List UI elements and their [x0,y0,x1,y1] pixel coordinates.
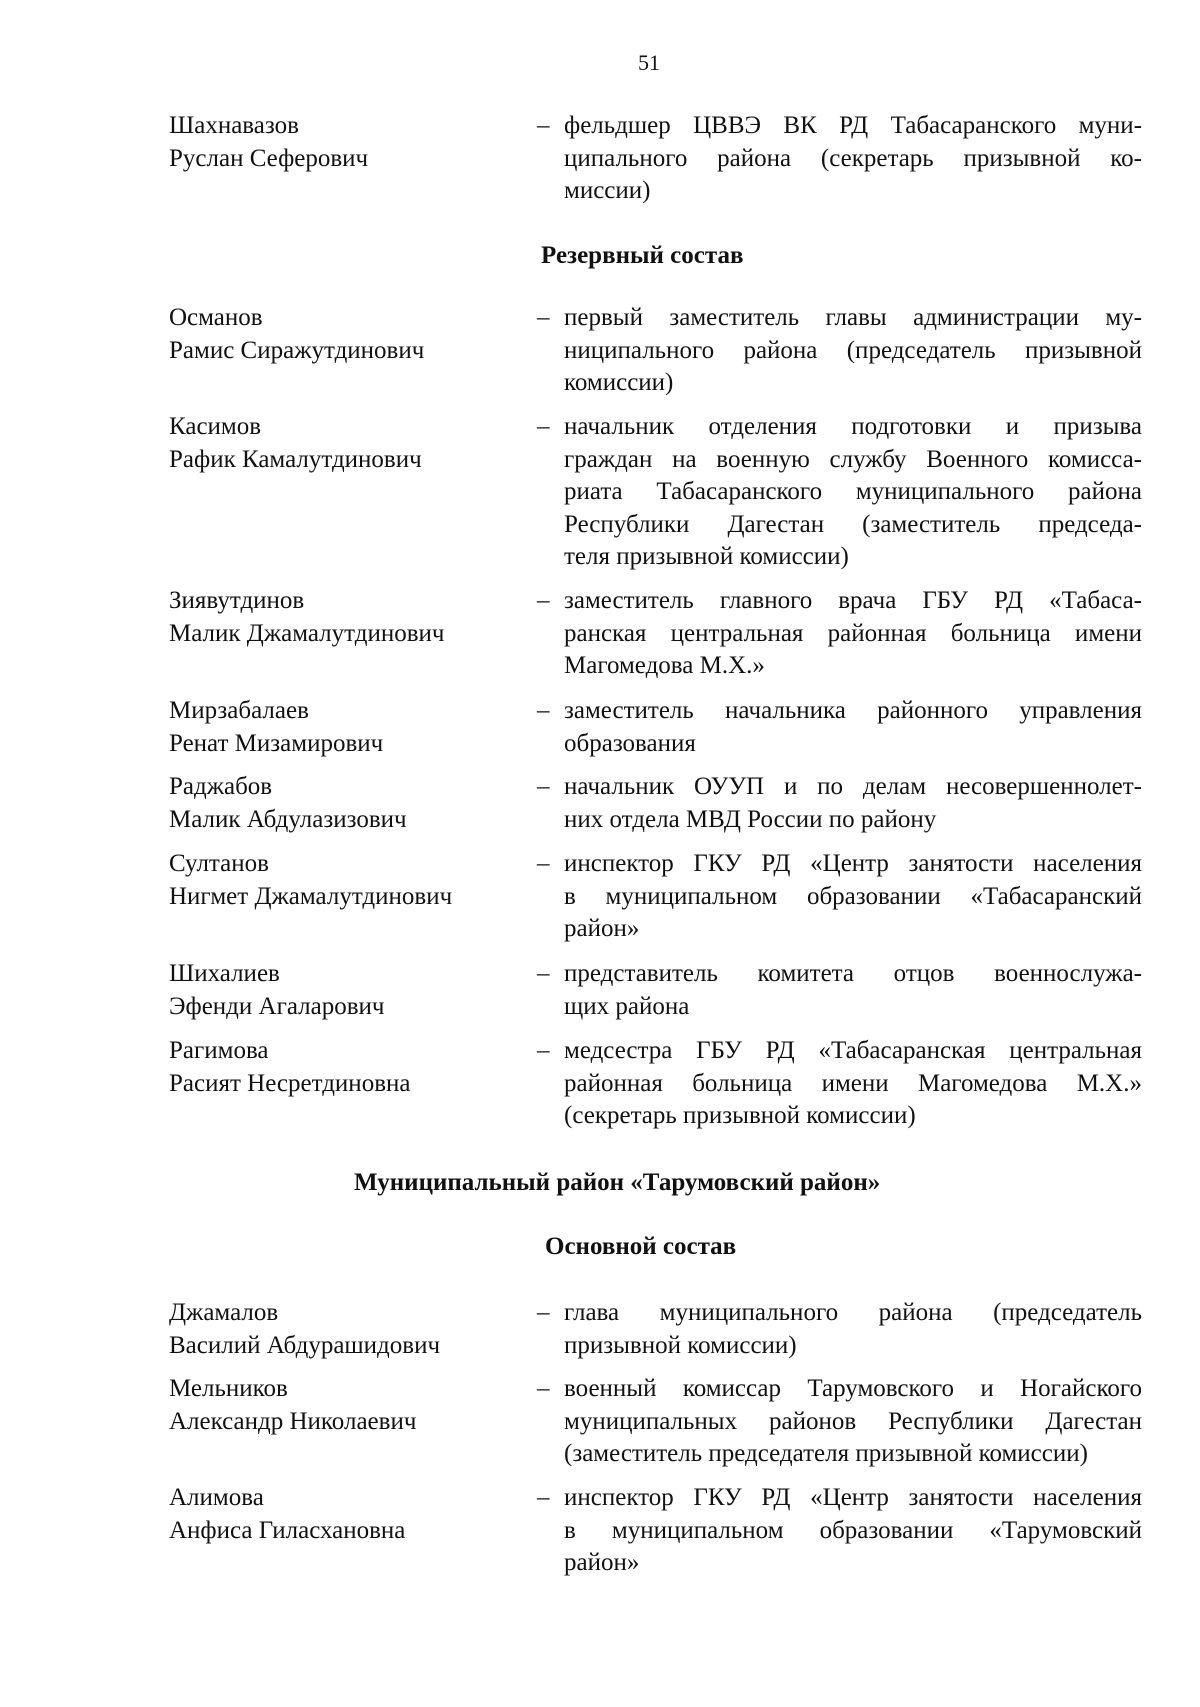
position-line: фельдшер ЦВВЭ ВК РД Табасаранского муни- [564,112,1142,139]
position-line: миссии) [564,177,651,204]
position-line: заместитель начальника районного управления [564,697,1142,724]
position-line: начальник ОУУП и по делам несовершеннолет- [564,773,1142,800]
member-given-name: Александр Николаевич [169,1407,417,1435]
section-heading-reserve: Резервный состав [541,242,744,269]
member-position [564,1482,1142,1580]
member-given-name: Нигмет Джамалутдинович [169,882,453,910]
page-number: 51 [638,50,660,75]
member-given-name: Рамис Сиражутдинович [169,336,425,364]
member-surname: Зиявутдинов [169,587,305,614]
position-line: теля призывной комиссии) [564,543,849,570]
dash: – [537,773,550,800]
position-line: ранская центральная районная больница имени [564,619,1142,647]
position-line: образования [564,729,696,757]
dash: – [537,960,550,987]
member-surname: Султанов [169,850,269,877]
member-given-name: Расият Несретдиновна [169,1069,411,1097]
position-line: начальник отделения подготовки и призыва [564,413,1142,440]
member-given-name: Малик Джамалутдинович [169,619,445,647]
position-line: медсестра ГБУ РД «Табасаранская центральная [564,1037,1142,1064]
position-line: инспектор ГКУ РД «Центр занятости населения [564,850,1142,877]
member-surname: Мельников [169,1375,288,1402]
position-line: Магомедова М.Х.» [564,652,765,679]
dash: – [537,112,550,139]
member-position [564,585,1142,683]
member-position [564,110,1142,208]
member-surname: Касимов [169,413,262,440]
position-line: граждан на военную службу Военного комисса- [564,445,1142,473]
dash: – [537,587,550,614]
member-position [564,302,1142,400]
dash: – [537,413,550,440]
member-surname: Алимова [169,1484,264,1511]
member-given-name: Малик Абдулазизович [169,805,407,833]
position-line: комиссии) [564,369,674,396]
member-given-name: Анфиса Гиласхановна [169,1516,406,1544]
position-line: инспектор ГКУ РД «Центр занятости населения [564,1484,1142,1511]
position-line: (секретарь призывной комиссии) [564,1102,916,1129]
member-given-name: Ренат Мизамирович [169,729,384,757]
member-given-name: Рафик Камалутдинович [169,445,422,473]
position-line: военный комиссар Тарумовского и Ногайского [564,1375,1142,1402]
member-surname: Джамалов [169,1299,279,1326]
member-given-name: Эфенди Агаларович [169,992,385,1020]
position-line: район» [564,1549,640,1576]
member-position [564,771,1142,836]
member-surname: Шахнавазов [169,112,299,139]
member-position [564,1297,1142,1362]
member-position [564,1373,1142,1471]
member-surname: Рагимова [169,1037,269,1064]
dash: – [537,850,550,877]
member-surname: Османов [169,304,263,331]
district-heading: Муниципальный район «Тарумовский район» [354,1169,881,1196]
member-given-name: Руслан Сеферович [169,144,369,172]
section-heading-main: Основной состав [545,1233,737,1260]
member-surname: Раджабов [169,773,273,800]
position-line: в муниципальном образовании «Табасаранский [564,882,1142,910]
member-position [564,848,1142,946]
member-surname: Шихалиев [169,960,280,987]
position-line: глава муниципального района (председатель [564,1299,1142,1326]
position-line: Республики Дагестан (заместитель председа- [564,510,1142,538]
position-line: ниципального района (председатель призывной [564,336,1142,364]
position-line: в муниципальном образовании «Тарумовский [564,1516,1142,1544]
position-line: них отдела МВД России по району [564,805,937,833]
position-line: щих района [564,992,690,1020]
position-line: ципального района (секретарь призывной ко- [564,144,1142,172]
dash: – [537,1484,550,1511]
position-line: риата Табасаранского муниципального района [564,478,1142,505]
dash: – [537,1375,550,1402]
position-line: призывной комиссии) [564,1331,797,1359]
position-line: заместитель главного врача ГБУ РД «Табаса- [564,587,1142,614]
member-given-name: Василий Абдурашидович [169,1331,441,1359]
member-position [564,411,1142,574]
dash: – [537,1037,550,1064]
position-line: районная больница имени Магомедова М.Х.» [564,1069,1142,1097]
member-position [564,1035,1142,1133]
position-line: первый заместитель главы администрации му- [564,304,1142,331]
member-surname: Мирзабалаев [169,697,309,724]
dash: – [537,697,550,724]
position-line: представитель комитета отцов военнослужа- [564,960,1142,987]
dash: – [537,1299,550,1326]
member-position [564,958,1142,1023]
position-line: (заместитель председателя призывной комиссии) [564,1440,1088,1467]
dash: – [537,304,550,331]
position-line: район» [564,915,640,942]
member-position [564,695,1142,760]
position-line: муниципальных районов Республики Дагестан [564,1407,1142,1435]
